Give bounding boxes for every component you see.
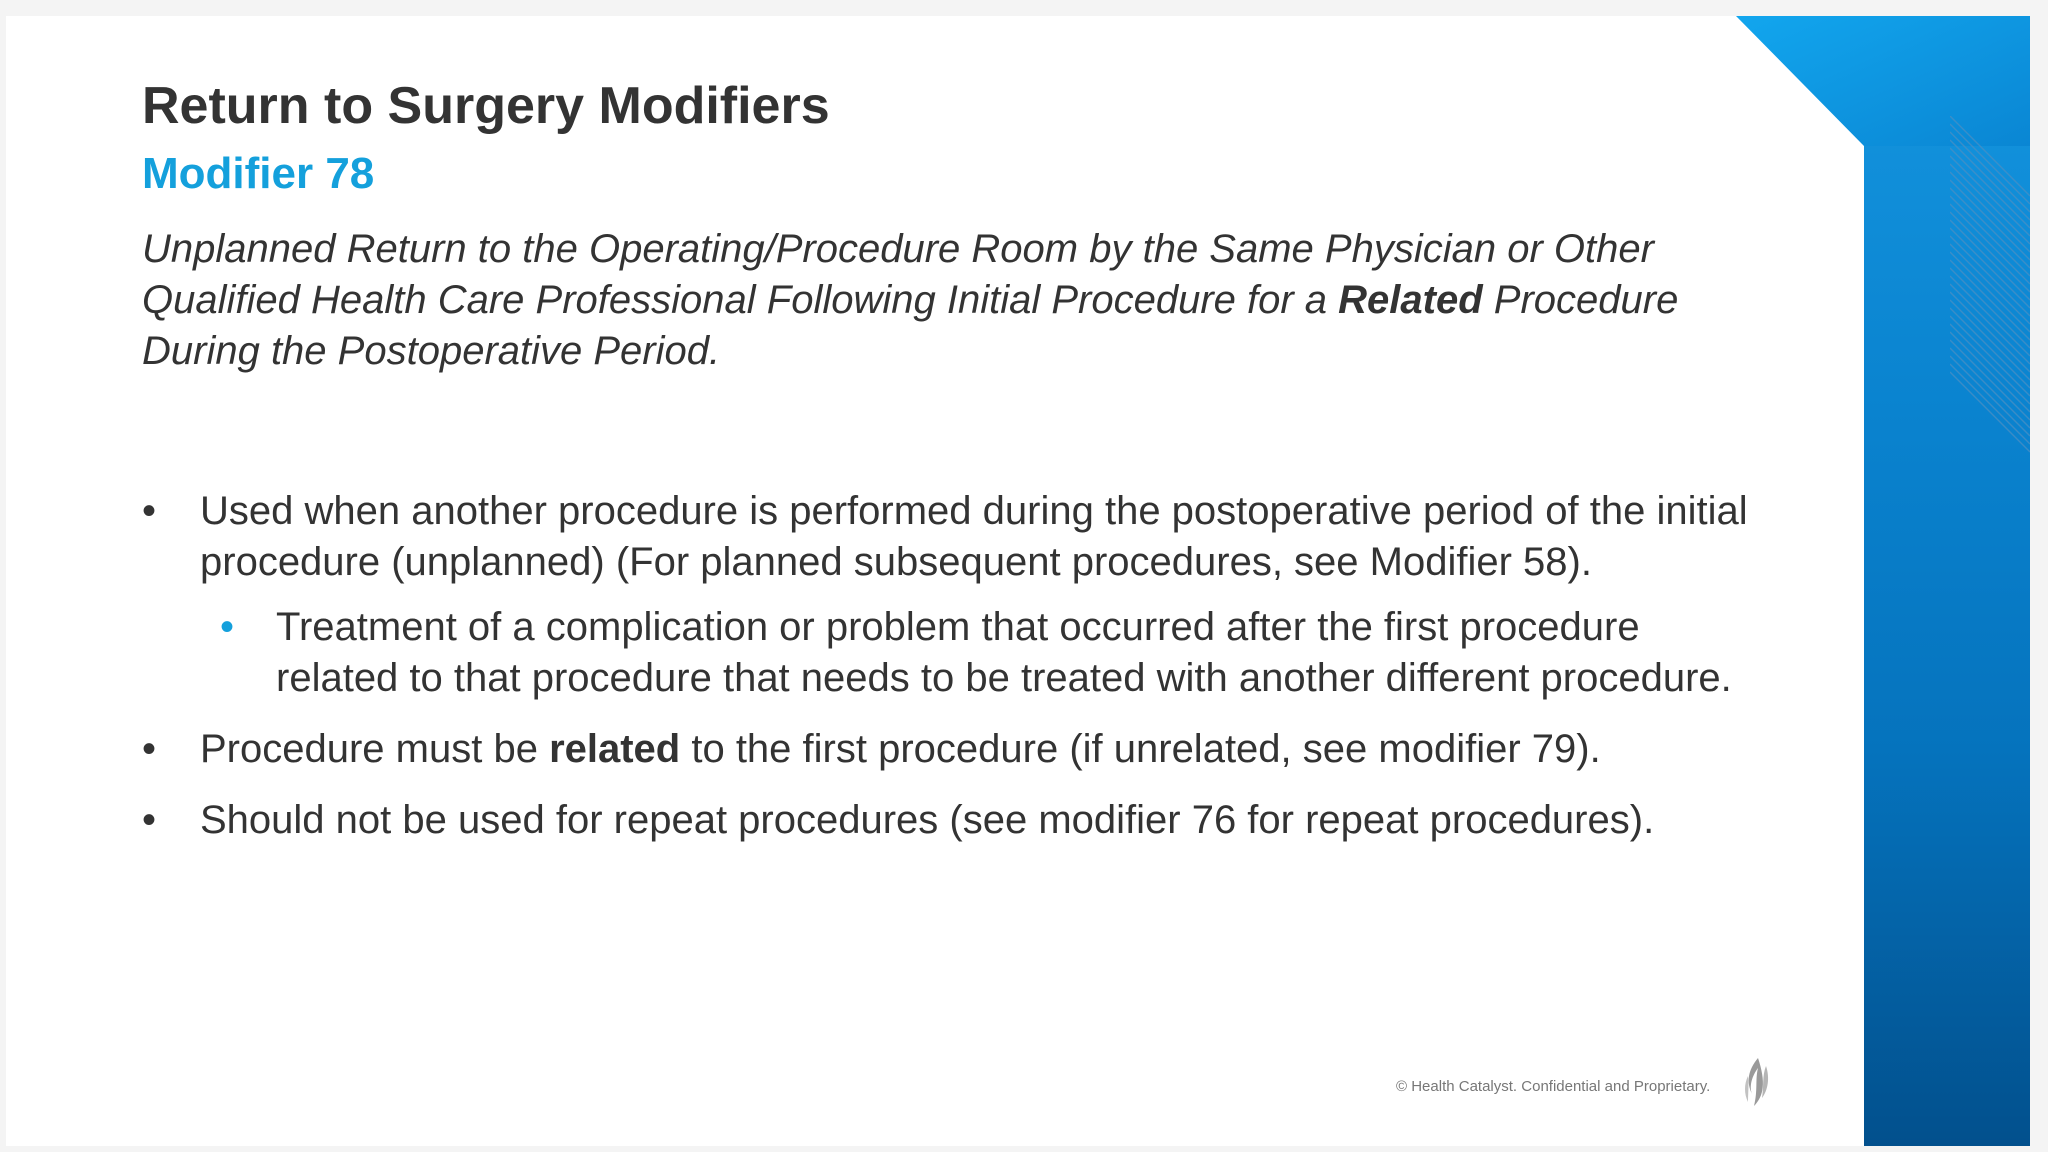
bullet-item — [142, 724, 1762, 775]
right-blue-panel — [1864, 16, 2030, 1146]
bullet-item — [142, 486, 1762, 704]
bullet-text-after: to the first procedure (if unrelated, see modifier 79). — [680, 727, 1601, 771]
bullet-item — [142, 795, 1762, 846]
bullet-icon: • — [142, 727, 157, 771]
sub-bullet-list — [200, 602, 1762, 704]
bullet-text: Used when another procedure is performed during the postoperative period of the initial procedure (unplanned) (For planned subsequent procedures, see Modifier 58). — [200, 489, 1748, 584]
slide — [6, 16, 2030, 1146]
sub-bullet-icon: • — [220, 605, 235, 649]
modifier-definition — [142, 224, 1762, 377]
bullet-text-before: Procedure must be — [200, 727, 550, 771]
slide-subtitle: Modifier 78 — [142, 149, 375, 198]
definition-text-part1: Unplanned Return to the Operating/Procedure Room by the Same Physician or Other Qualified Health Care Professional Following Initial Procedure for a — [142, 227, 1654, 322]
definition-text-part2: Procedure During the Postoperative Period. — [142, 278, 1679, 373]
bullet-text: Should not be used for repeat procedures (see modifier 76 for repeat procedures). — [200, 798, 1655, 842]
bullet-icon: • — [142, 798, 157, 842]
bullet-list — [142, 486, 1762, 866]
bullet-icon: • — [142, 489, 157, 533]
definition-bold-related: Related — [1338, 278, 1483, 322]
sub-bullet-text: Treatment of a complication or problem that occurred after the first procedure related to that procedure that needs to be treated with another different procedure. — [276, 605, 1732, 700]
bullet-bold-related: related — [549, 727, 681, 771]
flame-logo-icon — [1736, 1056, 1776, 1110]
footer-copyright: © Health Catalyst. Confidential and Proprietary. — [1396, 1078, 1711, 1095]
slide-title: Return to Surgery Modifiers — [142, 77, 830, 135]
sub-bullet-item — [200, 602, 1762, 704]
